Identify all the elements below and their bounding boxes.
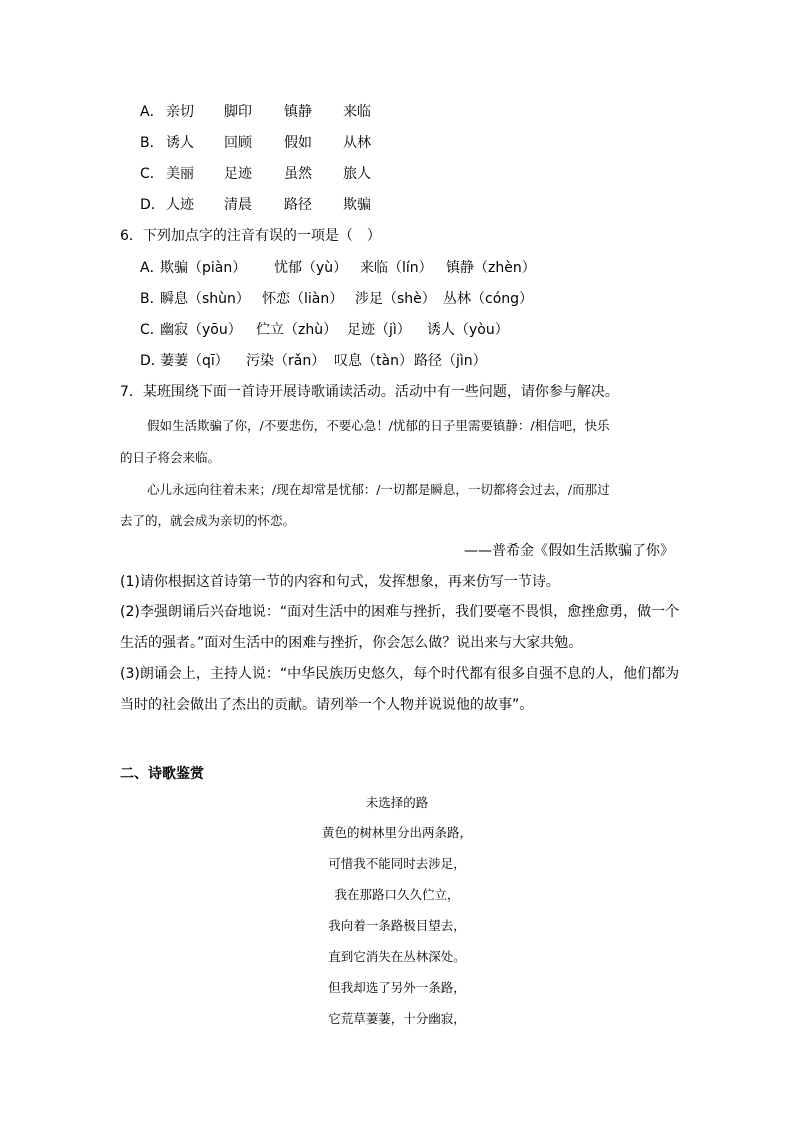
option-item: 涉足（shè） [355, 291, 436, 307]
option-word: 路径 [284, 197, 312, 213]
q7-stem: 7．某班围绕下面一首诗开展诗歌诵读活动。活动中有一些问题，请你参与解决。 [120, 384, 619, 400]
option-word: 假如 [284, 135, 312, 151]
option-word: 美丽 [166, 166, 194, 182]
option-item: 路径（jìn） [414, 353, 487, 369]
q5-option-a [140, 102, 371, 122]
poem-line: 我在那路口久久伫立， [334, 887, 460, 902]
poem-line: 我向着一条路极目望去， [328, 918, 466, 933]
option-item: 幽寂（yōu） [160, 322, 242, 338]
option-word: 回顾 [224, 135, 252, 151]
q6-option-d [140, 351, 487, 371]
option-item: 欺骗（piàn） [160, 260, 247, 276]
q7-sub1: (1)请你根据这首诗第一节的内容和句式，发挥想象，再来仿写一节诗。 [120, 574, 560, 590]
option-label: C． [140, 166, 164, 182]
option-word: 足迹 [224, 166, 252, 182]
poem-line: 直到它消失在丛林深处。 [328, 949, 466, 964]
option-word: 亲切 [166, 104, 194, 120]
poem-line: 可惜我不能同时去涉足， [328, 856, 466, 871]
q6-stem: 6．下列加点字的注音有误的一项是（ ） [120, 228, 381, 244]
option-word: 旅人 [343, 166, 371, 182]
option-word: 脚印 [224, 104, 252, 120]
option-item: 镇静（zhèn） [446, 260, 536, 276]
option-label: B． [140, 135, 164, 151]
option-label: D． [140, 353, 165, 369]
option-word: 欺骗 [343, 197, 371, 213]
option-label: A． [140, 260, 164, 276]
option-word: 清晨 [224, 197, 252, 213]
option-item: 足迹（jì） [347, 322, 411, 338]
option-word: 人迹 [166, 197, 194, 213]
poem-line: 但我却选了另外一条路， [328, 980, 466, 995]
option-item: 诱人（yòu） [427, 322, 509, 338]
option-item: 来临（lín） [360, 260, 433, 276]
q5-option-b [140, 133, 371, 153]
q6-option-c [140, 320, 509, 340]
poem-line: 去了的，就会成为亲切的怀恋。 [120, 513, 296, 528]
poem-line: 假如生活欺骗了你，/不要悲伤，不要心急！/忧郁的日子里需要镇静：/相信吧，快乐 [147, 418, 610, 433]
q6-option-b [140, 289, 533, 309]
q5-option-d [140, 195, 371, 215]
option-label: C． [140, 322, 164, 338]
poem-line: 的日子将会来临。 [120, 450, 221, 465]
option-item: 伫立（zhù） [256, 322, 338, 338]
poem-source: ——普希金《假如生活欺骗了你》 [464, 543, 674, 559]
option-word: 从林 [343, 135, 371, 151]
option-label: D． [140, 197, 165, 213]
option-item: 丛林（cóng） [443, 291, 534, 307]
option-word: 诱人 [166, 135, 194, 151]
poem-title: 未选择的路 [365, 795, 429, 810]
option-word: 虽然 [284, 166, 312, 182]
q7-sub3-line2: 当时的社会做出了杰出的贡献。请列举一个人物并说说他的故事”。 [120, 697, 534, 713]
option-item: 忧郁（yù） [274, 260, 348, 276]
option-item: 萋萋（qī） [160, 353, 229, 369]
option-item: 叹息（tàn） [334, 353, 413, 369]
poem-line: 黄色的树林里分出两条路， [321, 825, 472, 840]
option-item: 污染（rǎn） [246, 353, 326, 369]
option-word: 来临 [343, 104, 371, 120]
option-item: 怀恋（liàn） [262, 291, 344, 307]
q7-sub2-line2: 生活的强者。”面对生活中的困难与挫折，你会怎么做？说出来与大家共勉。 [120, 635, 583, 651]
q7-sub2-line1: (2)李强朗诵后兴奋地说：“面对生活中的困难与挫折，我们要毫不畏惧，愈挫愈勇，做一个 [120, 604, 680, 620]
option-label: B． [140, 291, 164, 307]
option-item: 瞬息（shùn） [160, 291, 250, 307]
q7-sub3-line1: (3)朗诵会上，主持人说：“中华民族历史悠久，每个时代都有很多自强不息的人，他们都为 [120, 666, 680, 682]
q6-option-a [140, 258, 536, 278]
poem-line: 它荒草萋萋，十分幽寂， [328, 1011, 466, 1026]
option-label: A． [140, 104, 164, 120]
section-heading: 二、诗歌鉴赏 [120, 766, 204, 782]
option-word: 镇静 [284, 104, 312, 120]
poem-line: 心儿永远向往着未来；/现在却常是忧郁：/一切都是瞬息，一切都将会过去，/而那过 [147, 482, 610, 497]
q5-option-c [140, 164, 371, 184]
